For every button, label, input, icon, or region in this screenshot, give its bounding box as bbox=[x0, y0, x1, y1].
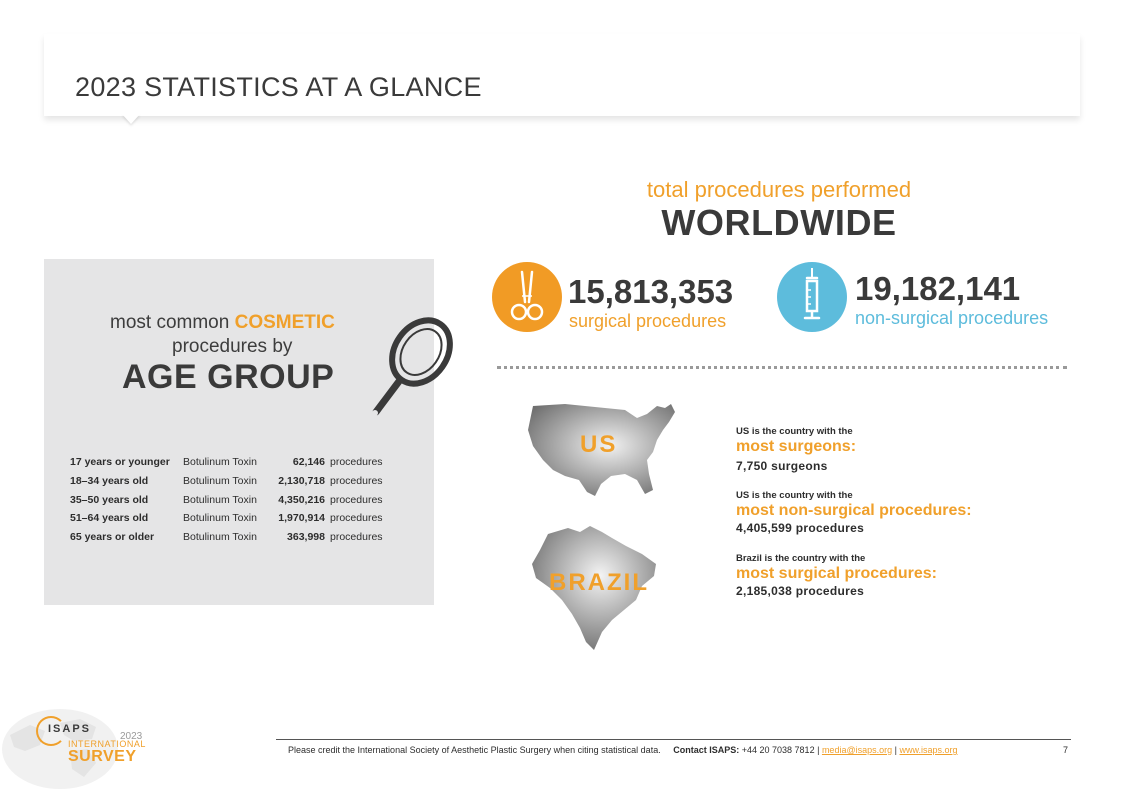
age-panel-heading-line3: AGE GROUP bbox=[122, 358, 335, 396]
age-count: 4,350,216 bbox=[278, 494, 325, 506]
isaps-logo-name: ISAPS bbox=[48, 723, 92, 735]
syringe-icon bbox=[777, 262, 847, 332]
age-count: 2,130,718 bbox=[278, 475, 325, 487]
age-unit: procedures bbox=[330, 512, 383, 524]
isaps-logo-survey: SURVEY bbox=[68, 748, 137, 765]
age-panel-heading-prefix: most common bbox=[110, 312, 235, 333]
age-procedure: Botulinum Toxin bbox=[183, 456, 257, 468]
surgical-scissors-icon bbox=[492, 262, 562, 332]
footer-email-link[interactable]: media@isaps.org bbox=[821, 745, 893, 755]
fact-headline: most surgical procedures: bbox=[736, 565, 937, 582]
fact-value: 4,405,599 procedures bbox=[736, 521, 865, 535]
age-procedure: Botulinum Toxin bbox=[183, 531, 257, 543]
age-count: 62,146 bbox=[292, 456, 325, 468]
surgical-badge bbox=[492, 262, 562, 332]
footer-separator: | bbox=[894, 745, 897, 755]
footer-rule bbox=[276, 739, 1071, 740]
fact-lead: Brazil is the country with the bbox=[736, 553, 866, 564]
age-procedure: Botulinum Toxin bbox=[183, 512, 257, 524]
footer-website-link[interactable]: www.isaps.org bbox=[899, 745, 958, 755]
footer-credit-line bbox=[288, 745, 958, 755]
fact-value: 7,750 surgeons bbox=[736, 459, 828, 473]
age-count: 363,998 bbox=[287, 531, 325, 543]
non-surgical-badge bbox=[777, 262, 847, 332]
worldwide-title: WORLDWIDE bbox=[661, 202, 897, 243]
fact-headline: most surgeons: bbox=[736, 438, 857, 455]
age-panel-heading-line2: procedures by bbox=[172, 336, 293, 357]
age-procedure: Botulinum Toxin bbox=[183, 475, 257, 487]
us-map-label: US bbox=[580, 431, 618, 458]
header-notch bbox=[122, 114, 140, 124]
age-procedure: Botulinum Toxin bbox=[183, 494, 257, 506]
brazil-map-label: BRAZIL bbox=[549, 569, 649, 596]
age-group: 35–50 years old bbox=[70, 494, 149, 506]
fact-lead: US is the country with the bbox=[736, 490, 853, 501]
fact-lead: US is the country with the bbox=[736, 426, 853, 437]
isaps-logo-international: INTERNATIONAL bbox=[68, 739, 146, 749]
age-group: 51–64 years old bbox=[70, 512, 149, 524]
age-group: 17 years or younger bbox=[70, 456, 170, 468]
section-divider bbox=[497, 366, 1067, 369]
non-surgical-total: 19,182,141 bbox=[855, 270, 1021, 307]
non-surgical-label: non-surgical procedures bbox=[855, 308, 1049, 328]
age-panel-heading-line1 bbox=[110, 312, 335, 334]
age-group: 65 years or older bbox=[70, 531, 155, 543]
footer-credit: Please credit the International Society of Aesthetic Plastic Surgery when citing statistical data. bbox=[288, 745, 661, 755]
page-title: 2023 STATISTICS AT A GLANCE bbox=[75, 72, 482, 102]
age-panel-heading-highlight: COSMETIC bbox=[234, 312, 335, 333]
hand-mirror-icon bbox=[366, 314, 456, 424]
age-unit: procedures bbox=[330, 475, 383, 487]
footer-contact-label: Contact ISAPS: bbox=[673, 745, 740, 755]
age-group: 18–34 years old bbox=[70, 475, 149, 487]
age-count: 1,970,914 bbox=[278, 512, 325, 524]
surgical-label: surgical procedures bbox=[569, 311, 727, 331]
page-number: 7 bbox=[1063, 745, 1069, 755]
fact-headline: most non-surgical procedures: bbox=[736, 502, 972, 519]
isaps-logo-year: 2023 bbox=[120, 731, 143, 742]
age-unit: procedures bbox=[330, 456, 383, 468]
age-unit: procedures bbox=[330, 531, 383, 543]
age-group-panel bbox=[44, 259, 434, 605]
age-unit: procedures bbox=[330, 494, 383, 506]
surgical-total: 15,813,353 bbox=[568, 273, 734, 310]
footer-phone: +44 20 7038 7812 | bbox=[741, 745, 820, 755]
worldwide-subtitle: total procedures performed bbox=[646, 177, 912, 202]
fact-value: 2,185,038 procedures bbox=[736, 584, 865, 598]
